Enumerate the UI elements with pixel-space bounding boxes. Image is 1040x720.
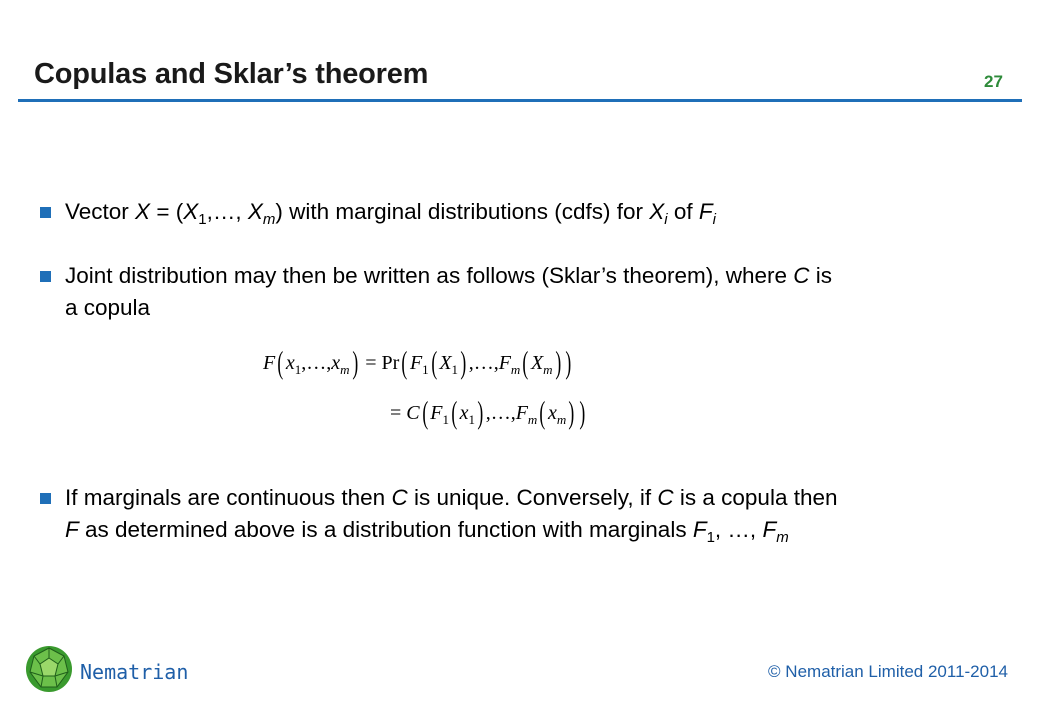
- text-run: as determined above is a distribution function with marginals: [78, 517, 693, 542]
- text-run: of: [667, 199, 699, 224]
- nematrian-logo-icon: [24, 644, 74, 694]
- eq-symbol: F: [263, 352, 276, 374]
- subscript: m: [262, 211, 276, 228]
- eq-symbol: x: [285, 352, 295, 374]
- eq-symbol: x: [459, 402, 469, 424]
- eq-subscript: 1: [451, 362, 459, 377]
- eq-symbol: Pr: [381, 352, 400, 374]
- page-number: 27: [984, 72, 1003, 91]
- eq-symbol: F: [498, 352, 511, 374]
- eq-subscript: 1: [468, 412, 476, 427]
- var-x1: X: [183, 199, 199, 224]
- eq-subscript: 1: [442, 412, 449, 427]
- text-run: , …,: [714, 517, 763, 542]
- slide-title: Copulas and Sklar’s theorem: [34, 58, 429, 90]
- var-xi: X: [649, 199, 665, 224]
- eq-symbol: =: [390, 402, 402, 424]
- footer-copyright: © Nematrian Limited 2011-2014: [768, 662, 1008, 681]
- eq-subscript: m: [527, 412, 538, 427]
- bullet-marker: [40, 493, 51, 504]
- var-f: F: [65, 517, 79, 542]
- var-c: C: [391, 485, 408, 510]
- eq-symbol: F: [515, 402, 528, 424]
- bullet-text-3: [65, 482, 995, 546]
- bullet-text-2: [65, 260, 995, 324]
- text-run: ,…,: [206, 199, 248, 224]
- eq-symbol: x: [547, 402, 557, 424]
- eq-subscript: 1: [422, 362, 429, 377]
- eq-symbol: ,…,: [468, 352, 499, 374]
- footer-brand: Nematrian: [80, 660, 189, 684]
- text-run: If marginals are continuous then: [65, 485, 392, 510]
- eq-symbol: x: [331, 352, 341, 374]
- text-run: is a copula then: [673, 485, 838, 510]
- var-x: X: [135, 199, 151, 224]
- bullet-marker: [40, 207, 51, 218]
- bullet-marker: [40, 271, 51, 282]
- text-run: a copula: [65, 295, 151, 320]
- eq-subscript: m: [556, 412, 567, 427]
- eq-symbol: ,…,: [485, 402, 516, 424]
- eq-subscript: m: [510, 362, 521, 377]
- eq-subscript: 1: [294, 362, 302, 377]
- var-c: C: [657, 485, 674, 510]
- eq-symbol: F: [409, 352, 423, 374]
- eq-symbol: X: [530, 352, 544, 374]
- text-run: = (: [150, 199, 184, 224]
- var-xm: X: [247, 199, 263, 224]
- equation-line-2: = C( $F_1$( $x_1$) $,\dots,F_m$( $x_m$) ): [390, 394, 586, 430]
- bullet-text-1: [65, 196, 995, 228]
- subscript: m: [776, 529, 789, 546]
- text-run: Vector: [65, 199, 136, 224]
- eq-symbol: =: [365, 352, 377, 374]
- subscript: i: [664, 211, 668, 228]
- eq-symbol: X: [439, 352, 452, 374]
- text-run: is unique. Conversely, if: [407, 485, 658, 510]
- var-fm: F: [762, 517, 777, 542]
- var-f1: F: [692, 517, 707, 542]
- eq-subscript: m: [543, 362, 553, 377]
- var-c: C: [793, 263, 810, 288]
- subscript: 1: [706, 529, 715, 546]
- var-fi: F: [698, 199, 713, 224]
- subscript: 1: [198, 211, 207, 228]
- eq-symbol: F: [430, 402, 443, 424]
- text-run: ) with marginal distributions (cdfs) for: [275, 199, 650, 224]
- subscript: i: [712, 211, 716, 228]
- eq-subscript: m: [340, 362, 350, 377]
- title-underline: [18, 99, 1022, 102]
- text-run: is: [809, 263, 832, 288]
- equation-line-1: F( $x_1,\dots,x_m) = Pr$( $F_1$( $X_1$) $,\dots,F_m$( $X_m$) ): [263, 344, 572, 380]
- eq-symbol: ,…,: [301, 352, 332, 374]
- eq-symbol: C: [406, 402, 420, 424]
- text-run: Joint distribution may then be written as follows (Sklar’s theorem), where: [65, 263, 794, 288]
